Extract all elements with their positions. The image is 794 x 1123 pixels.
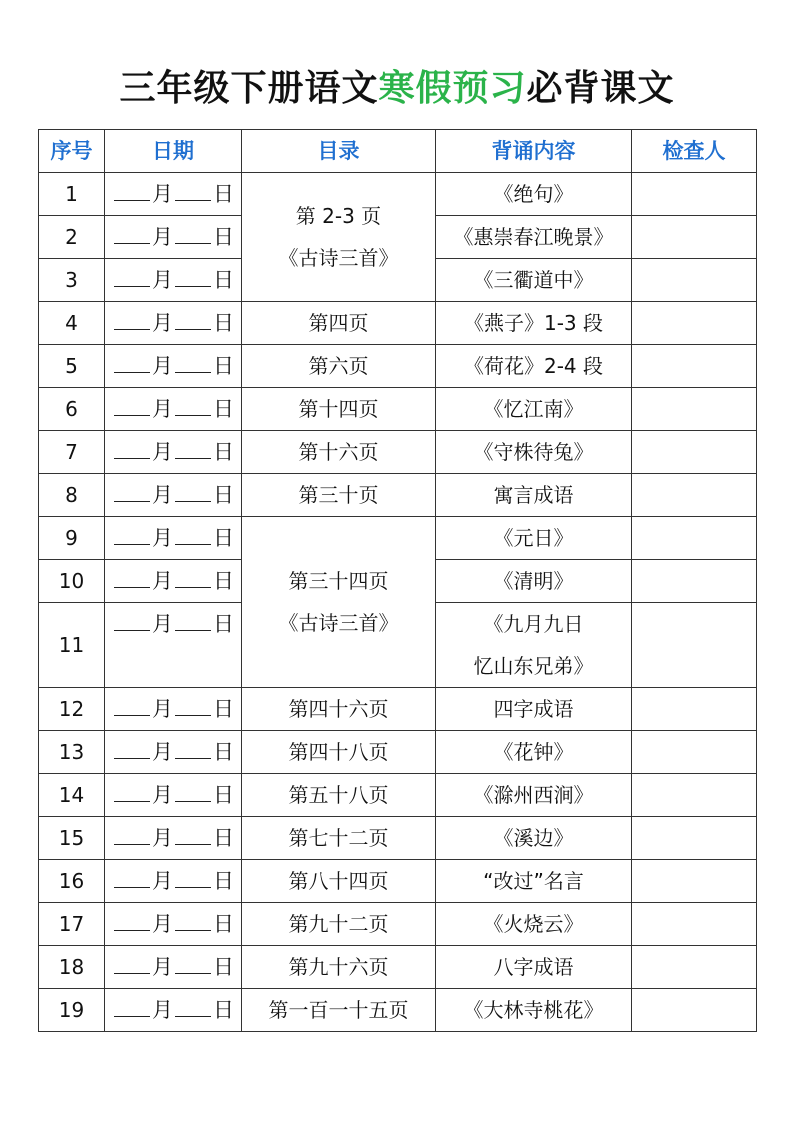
- row-number: 6: [39, 388, 105, 431]
- row-number: 11: [39, 603, 105, 688]
- catalog-line: 第五十八页: [288, 783, 389, 807]
- content-line: “改过”名言: [483, 869, 584, 893]
- table-row: [39, 731, 757, 774]
- month-label: 月: [152, 440, 173, 464]
- month-blank[interactable]: [114, 520, 150, 545]
- date-field[interactable]: [105, 345, 242, 388]
- table-row: [39, 817, 757, 860]
- day-label: 日: [213, 869, 234, 893]
- day-label: 日: [213, 998, 234, 1022]
- checker-field[interactable]: [632, 259, 757, 302]
- row-number: 18: [39, 946, 105, 989]
- day-blank[interactable]: [175, 348, 211, 373]
- catalog-line: 第七十二页: [288, 826, 389, 850]
- month-blank[interactable]: [114, 434, 150, 459]
- recitation-content: [436, 817, 632, 860]
- day-label: 日: [213, 783, 234, 807]
- date-field[interactable]: [105, 560, 242, 603]
- day-blank[interactable]: [175, 305, 211, 330]
- catalog-cell: [242, 388, 436, 431]
- date-field[interactable]: [105, 989, 242, 1032]
- day-blank[interactable]: [175, 691, 211, 716]
- month-label: 月: [152, 483, 173, 507]
- day-label: 日: [213, 740, 234, 764]
- month-blank[interactable]: [114, 906, 150, 931]
- catalog-line: 《古诗三首》: [278, 611, 399, 635]
- catalog-line: 第四页: [308, 311, 369, 335]
- content-line: 《溪边》: [493, 826, 574, 850]
- month-label: 月: [152, 182, 173, 206]
- catalog-cell: [242, 474, 436, 517]
- recitation-content: [436, 989, 632, 1032]
- month-blank[interactable]: [114, 734, 150, 759]
- content-line: 《忆江南》: [483, 397, 584, 421]
- catalog-cell: [242, 946, 436, 989]
- date-field[interactable]: [105, 774, 242, 817]
- recitation-content: [436, 517, 632, 560]
- row-number: 15: [39, 817, 105, 860]
- catalog-cell: [242, 731, 436, 774]
- table-row: [39, 946, 757, 989]
- date-field[interactable]: [105, 474, 242, 517]
- catalog-cell: [242, 431, 436, 474]
- month-blank[interactable]: [114, 606, 150, 631]
- catalog-line: 第四十六页: [288, 697, 389, 721]
- month-blank[interactable]: [114, 348, 150, 373]
- catalog-line: 第一百一十五页: [268, 998, 409, 1022]
- table-row: [39, 431, 757, 474]
- catalog-cell: [242, 903, 436, 946]
- title-highlight: 寒假预习: [378, 68, 527, 109]
- table-row: [39, 774, 757, 817]
- row-number: 19: [39, 989, 105, 1032]
- page-title: [0, 62, 794, 116]
- table-row: [39, 345, 757, 388]
- checker-field[interactable]: [632, 731, 757, 774]
- date-field[interactable]: [105, 431, 242, 474]
- recitation-content: [436, 431, 632, 474]
- row-number: 2: [39, 216, 105, 259]
- catalog-line: 第四十八页: [288, 740, 389, 764]
- header-catalog: 目录: [242, 130, 436, 173]
- recitation-content: [436, 302, 632, 345]
- month-label: 月: [152, 783, 173, 807]
- header-date: 日期: [105, 130, 242, 173]
- month-blank[interactable]: [114, 176, 150, 201]
- month-label: 月: [152, 740, 173, 764]
- content-line: 《滁州西涧》: [473, 783, 594, 807]
- month-label: 月: [152, 869, 173, 893]
- content-line: 《守株待兔》: [473, 440, 594, 464]
- day-label: 日: [213, 612, 234, 636]
- content-line: 寓言成语: [493, 483, 574, 507]
- day-blank[interactable]: [175, 777, 211, 802]
- content-line: 《火烧云》: [483, 912, 584, 936]
- content-line: 《燕子》1-3 段: [463, 311, 604, 335]
- month-blank[interactable]: [114, 691, 150, 716]
- recitation-content: [436, 216, 632, 259]
- checker-field[interactable]: [632, 903, 757, 946]
- checker-field[interactable]: [632, 517, 757, 560]
- month-label: 月: [152, 354, 173, 378]
- day-label: 日: [213, 526, 234, 550]
- row-number: 9: [39, 517, 105, 560]
- month-blank[interactable]: [114, 563, 150, 588]
- date-field[interactable]: [105, 517, 242, 560]
- content-line: 《惠崇春江晚景》: [453, 225, 614, 249]
- date-field[interactable]: [105, 903, 242, 946]
- row-number: 7: [39, 431, 105, 474]
- recitation-content: [436, 946, 632, 989]
- recitation-content: [436, 345, 632, 388]
- checker-field[interactable]: [632, 817, 757, 860]
- month-blank[interactable]: [114, 305, 150, 330]
- content-line: 《荷花》2-4 段: [463, 354, 604, 378]
- month-label: 月: [152, 225, 173, 249]
- recitation-content: [436, 173, 632, 216]
- recitation-content: [436, 860, 632, 903]
- catalog-line: 第六页: [308, 354, 369, 378]
- content-line: 《大林寺桃花》: [463, 998, 604, 1022]
- checker-field[interactable]: [632, 431, 757, 474]
- table-row: [39, 989, 757, 1032]
- day-label: 日: [213, 268, 234, 292]
- month-blank[interactable]: [114, 820, 150, 845]
- catalog-line: 第三十四页: [288, 569, 389, 593]
- date-field[interactable]: [105, 216, 242, 259]
- content-line: 四字成语: [493, 697, 574, 721]
- day-label: 日: [213, 826, 234, 850]
- table-row: [39, 860, 757, 903]
- day-label: 日: [213, 440, 234, 464]
- catalog-cell: [242, 345, 436, 388]
- title-part3: 必背课文: [526, 68, 675, 109]
- header-row: [39, 130, 757, 173]
- title-part1: 三年级下册语文: [119, 68, 379, 109]
- content-line: 《绝句》: [493, 182, 574, 206]
- day-blank[interactable]: [175, 906, 211, 931]
- catalog-line: 第十四页: [298, 397, 379, 421]
- day-label: 日: [213, 225, 234, 249]
- checker-field[interactable]: [632, 774, 757, 817]
- date-field[interactable]: [105, 259, 242, 302]
- header-number: 序号: [39, 130, 105, 173]
- day-label: 日: [213, 311, 234, 335]
- recitation-content: [436, 903, 632, 946]
- content-line: 《清明》: [493, 569, 574, 593]
- checker-field[interactable]: [632, 688, 757, 731]
- recitation-content: [436, 388, 632, 431]
- catalog-cell: [242, 860, 436, 903]
- day-blank[interactable]: [175, 563, 211, 588]
- catalog-line: 《古诗三首》: [278, 246, 399, 270]
- day-blank[interactable]: [175, 863, 211, 888]
- catalog-line: 第八十四页: [288, 869, 389, 893]
- catalog-cell: [242, 989, 436, 1032]
- month-label: 月: [152, 912, 173, 936]
- recitation-content: [436, 688, 632, 731]
- day-blank[interactable]: [175, 434, 211, 459]
- month-blank[interactable]: [114, 992, 150, 1017]
- catalog-cell: [242, 302, 436, 345]
- table-row: [39, 173, 757, 216]
- month-label: 月: [152, 612, 173, 636]
- day-label: 日: [213, 483, 234, 507]
- recitation-content: [436, 774, 632, 817]
- recitation-content: [436, 603, 632, 688]
- date-field[interactable]: [105, 860, 242, 903]
- date-field[interactable]: [105, 603, 242, 688]
- checker-field[interactable]: [632, 474, 757, 517]
- month-label: 月: [152, 526, 173, 550]
- month-label: 月: [152, 955, 173, 979]
- month-label: 月: [152, 397, 173, 421]
- day-blank[interactable]: [175, 734, 211, 759]
- month-blank[interactable]: [114, 262, 150, 287]
- month-blank[interactable]: [114, 949, 150, 974]
- checker-field[interactable]: [632, 173, 757, 216]
- month-blank[interactable]: [114, 863, 150, 888]
- day-blank[interactable]: [175, 391, 211, 416]
- content-line: 《元日》: [493, 526, 574, 550]
- row-number: 4: [39, 302, 105, 345]
- checker-field[interactable]: [632, 603, 757, 688]
- day-label: 日: [213, 955, 234, 979]
- row-number: 5: [39, 345, 105, 388]
- month-label: 月: [152, 826, 173, 850]
- row-number: 17: [39, 903, 105, 946]
- checker-field[interactable]: [632, 216, 757, 259]
- day-blank[interactable]: [175, 262, 211, 287]
- content-line: 忆山东兄弟》: [473, 654, 594, 678]
- day-label: 日: [213, 354, 234, 378]
- date-field[interactable]: [105, 731, 242, 774]
- recitation-content: [436, 259, 632, 302]
- day-blank[interactable]: [175, 219, 211, 244]
- day-label: 日: [213, 569, 234, 593]
- catalog-cell: [242, 774, 436, 817]
- day-label: 日: [213, 912, 234, 936]
- catalog-cell: [242, 688, 436, 731]
- checker-field[interactable]: [632, 946, 757, 989]
- month-label: 月: [152, 697, 173, 721]
- catalog-cell: [242, 173, 436, 302]
- row-number: 8: [39, 474, 105, 517]
- content-line: 《三衢道中》: [473, 268, 594, 292]
- date-field[interactable]: [105, 817, 242, 860]
- date-field[interactable]: [105, 302, 242, 345]
- day-blank[interactable]: [175, 992, 211, 1017]
- day-blank[interactable]: [175, 477, 211, 502]
- checker-field[interactable]: [632, 302, 757, 345]
- month-blank[interactable]: [114, 477, 150, 502]
- table-row: [39, 517, 757, 560]
- catalog-line: 第 2-3 页: [295, 204, 382, 228]
- content-line: 八字成语: [493, 955, 574, 979]
- recitation-table: [38, 129, 757, 1032]
- table-row: [39, 474, 757, 517]
- catalog-line: 第三十页: [298, 483, 379, 507]
- checker-field[interactable]: [632, 560, 757, 603]
- month-label: 月: [152, 569, 173, 593]
- row-number: 12: [39, 688, 105, 731]
- checker-field[interactable]: [632, 860, 757, 903]
- day-blank[interactable]: [175, 820, 211, 845]
- day-label: 日: [213, 182, 234, 206]
- month-blank[interactable]: [114, 777, 150, 802]
- day-blank[interactable]: [175, 606, 211, 631]
- row-number: 14: [39, 774, 105, 817]
- row-number: 1: [39, 173, 105, 216]
- table-row: [39, 903, 757, 946]
- table-row: [39, 302, 757, 345]
- table-row: [39, 388, 757, 431]
- month-blank[interactable]: [114, 219, 150, 244]
- month-label: 月: [152, 311, 173, 335]
- catalog-line: 第九十二页: [288, 912, 389, 936]
- checker-field[interactable]: [632, 388, 757, 431]
- content-line: 《花钟》: [493, 740, 574, 764]
- day-label: 日: [213, 397, 234, 421]
- month-blank[interactable]: [114, 391, 150, 416]
- date-field[interactable]: [105, 688, 242, 731]
- day-blank[interactable]: [175, 176, 211, 201]
- content-line: 《九月九日: [483, 612, 584, 636]
- catalog-cell: [242, 817, 436, 860]
- header-checker: 检查人: [632, 130, 757, 173]
- row-number: 13: [39, 731, 105, 774]
- row-number: 16: [39, 860, 105, 903]
- checker-field[interactable]: [632, 345, 757, 388]
- day-label: 日: [213, 697, 234, 721]
- header-content: 背诵内容: [436, 130, 632, 173]
- recitation-content: [436, 560, 632, 603]
- date-field[interactable]: [105, 388, 242, 431]
- catalog-line: 第十六页: [298, 440, 379, 464]
- catalog-line: 第九十六页: [288, 955, 389, 979]
- row-number: 3: [39, 259, 105, 302]
- month-label: 月: [152, 268, 173, 292]
- day-blank[interactable]: [175, 949, 211, 974]
- recitation-content: [436, 474, 632, 517]
- day-blank[interactable]: [175, 520, 211, 545]
- catalog-cell: [242, 517, 436, 688]
- month-label: 月: [152, 998, 173, 1022]
- date-field[interactable]: [105, 173, 242, 216]
- recitation-content: [436, 731, 632, 774]
- row-number: 10: [39, 560, 105, 603]
- checker-field[interactable]: [632, 989, 757, 1032]
- date-field[interactable]: [105, 946, 242, 989]
- table-row: [39, 688, 757, 731]
